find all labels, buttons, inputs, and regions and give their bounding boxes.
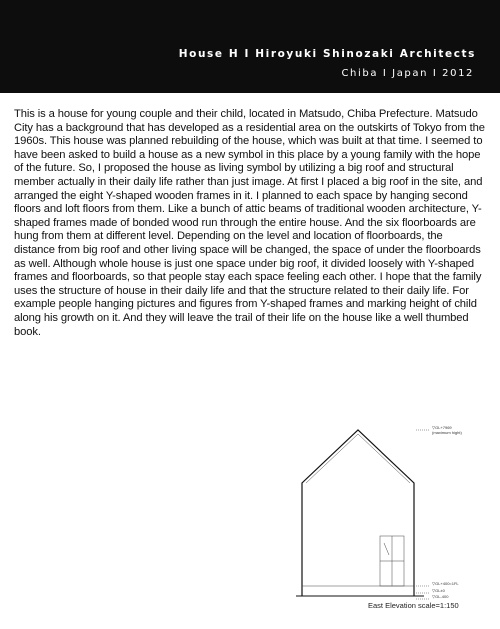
project-title: House H I Hiroyuki Shinozaki Architects — [178, 48, 476, 60]
level-gl-label: ▽GL±0 — [432, 588, 445, 593]
drawing-caption: East Elevation scale=1:150 — [368, 601, 459, 610]
level-1fl-label: ▽GL+400=1FL — [432, 581, 459, 586]
level-max-label: ▽GL+7969 (maximum hight) — [432, 425, 462, 435]
project-location-year: Chiba I Japan I 2012 — [341, 68, 474, 79]
header-banner — [0, 0, 500, 93]
level-minus-label: ▽GL-400 — [432, 594, 449, 599]
house-outline — [302, 430, 414, 596]
east-elevation-drawing — [290, 425, 500, 605]
project-description: This is a house for young couple and their child, located in Matsudo, Chiba Prefecture. Matsudo City has a background that has developed as a residential area on the outskirts of Tokyo from the 1960s. This house was planned rebuilding of the house, which was built at that time. I seemed to have been asked to build a house as a new symbol in this place by a young family with the hope of the future. So, I proposed the house as living symbol by utilizing a big roof and structural member actually in their daily life rather than just image. At first I placed a big roof in the site, and arranged the eight Y-shaped wooden frames in it. I planned to each space by hanging second floors and loft floors from them. Like a bunch of attic beams of traditional wooden architecture, Y-shaped frames made of bonded wood run through the entire house. And the six floorboards are hung from them at different level. Depending on the level and location of floorboards, the distance from big roof and other living space will be changed, the space of under the floorboards as well. Although whole house is just one space under big roof, it divided loosely with Y-shaped frames and floorboards, so that people stay each space feeling each other. I hope that the family uses the structure of house in their daily life and that the structure related to their daily life. For example people hanging pictures and figures from Y-shaped frames and marking height of child along his growth on it. And they will leave the trail of their life on the house like a well thumbed book. — [14, 108, 485, 338]
